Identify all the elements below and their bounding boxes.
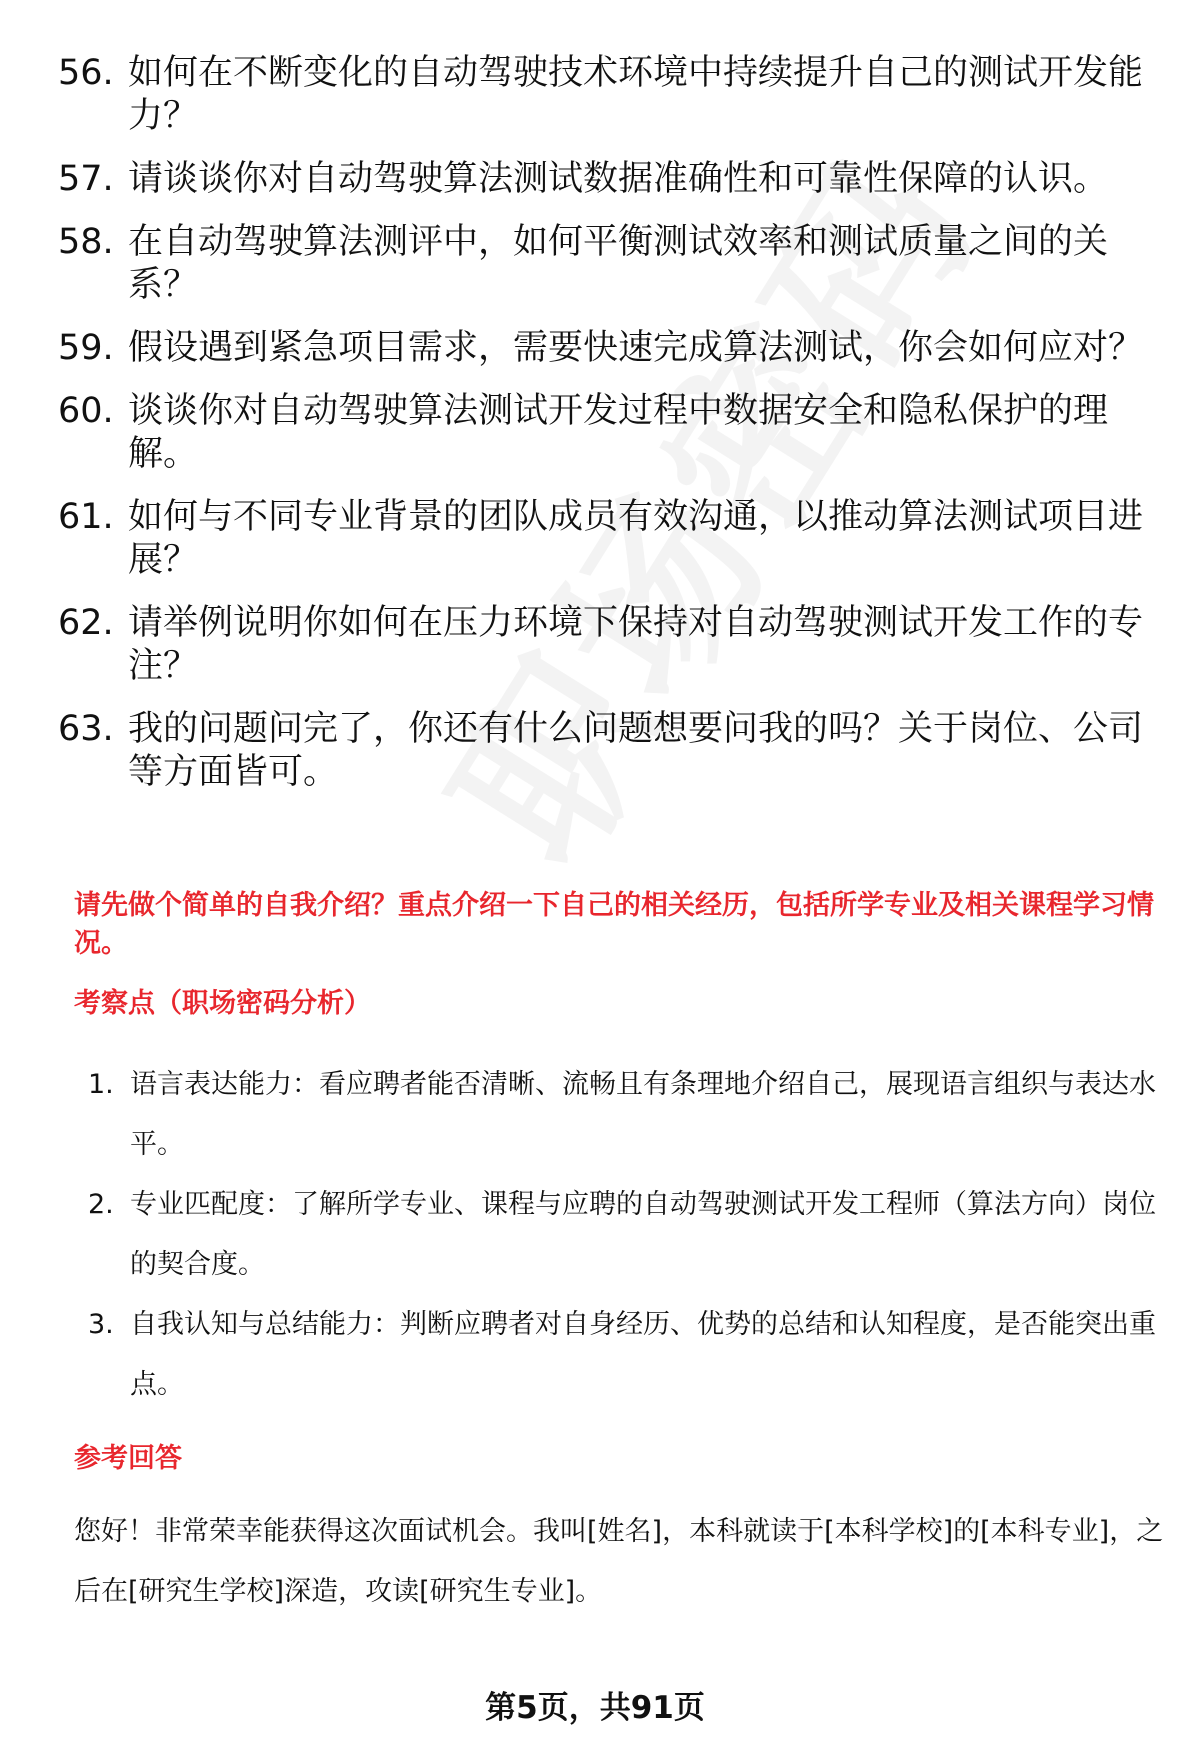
question-item — [58, 708, 1158, 794]
question-text: 请举例说明你如何在压力环境下保持对自动驾驶测试开发工作的专注？ — [128, 603, 1144, 686]
question-text: 我的问题问完了，你还有什么问题想要问我的吗？关于岗位、公司等方面皆可。 — [128, 709, 1144, 792]
reference-answer-heading: 参考回答 — [74, 1443, 182, 1474]
question-text: 谈谈你对自动驾驶算法测试开发过程中数据安全和隐私保护的理解。 — [128, 391, 1109, 474]
question-text: 如何与不同专业背景的团队成员有效沟通，以推动算法测试项目进展？ — [128, 497, 1144, 580]
reference-answer-text: 您好！非常荣幸能获得这次面试机会。我叫[姓名]，本科就读于[本科学校]的[本科专业]，之后在[研究生学校]深造，攻读[研究生专业]。 — [74, 1516, 1164, 1607]
question-number: 62. — [58, 603, 114, 643]
assessment-points-heading: 考察点（职场密码分析） — [74, 988, 371, 1019]
question-item — [58, 496, 1158, 582]
question-number: 60. — [58, 391, 114, 431]
assessment-points-list — [88, 1055, 1163, 1415]
point-text: 专业匹配度：了解所学专业、课程与应聘的自动驾驶测试开发工程师（算法方向）岗位的契合度。 — [130, 1189, 1156, 1280]
question-number: 58. — [58, 222, 114, 262]
question-text: 如何在不断变化的自动驾驶技术环境中持续提升自己的测试开发能力？ — [128, 53, 1144, 136]
point-number: 3. — [88, 1309, 114, 1340]
question-item — [58, 221, 1158, 307]
question-number: 56. — [58, 53, 114, 93]
assessment-point — [88, 1295, 1163, 1415]
point-number: 1. — [88, 1069, 114, 1100]
point-number: 2. — [88, 1189, 114, 1220]
question-number: 59. — [58, 328, 114, 368]
question-text: 请谈谈你对自动驾驶算法测试数据准确性和可靠性保障的认识。 — [128, 159, 1109, 199]
question-item — [58, 158, 1158, 201]
question-item — [58, 327, 1158, 370]
question-text: 在自动驾驶算法测评中，如何平衡测试效率和测试质量之间的关系？ — [128, 222, 1109, 305]
question-number: 57. — [58, 159, 114, 199]
question-item — [58, 602, 1158, 688]
page-footer: 第5页，共91页 — [485, 1690, 705, 1726]
question-text: 假设遇到紧急项目需求，需要快速完成算法测试，你会如何应对？ — [128, 328, 1144, 368]
point-text: 语言表达能力：看应聘者能否清晰、流畅且有条理地介绍自己，展现语言组织与表达水平。 — [130, 1069, 1156, 1160]
intro-question-heading: 请先做个简单的自我介绍？重点介绍一下自己的相关经历，包括所学专业及相关课程学习情况。 — [74, 890, 1154, 959]
assessment-point — [88, 1055, 1163, 1175]
question-item — [58, 390, 1158, 476]
question-number: 63. — [58, 709, 114, 749]
question-item — [58, 52, 1158, 138]
question-list — [58, 52, 1158, 814]
point-text: 自我认知与总结能力：判断应聘者对自身经历、优势的总结和认知程度，是否能突出重点。 — [130, 1309, 1156, 1400]
assessment-point — [88, 1175, 1163, 1295]
question-number: 61. — [58, 497, 114, 537]
